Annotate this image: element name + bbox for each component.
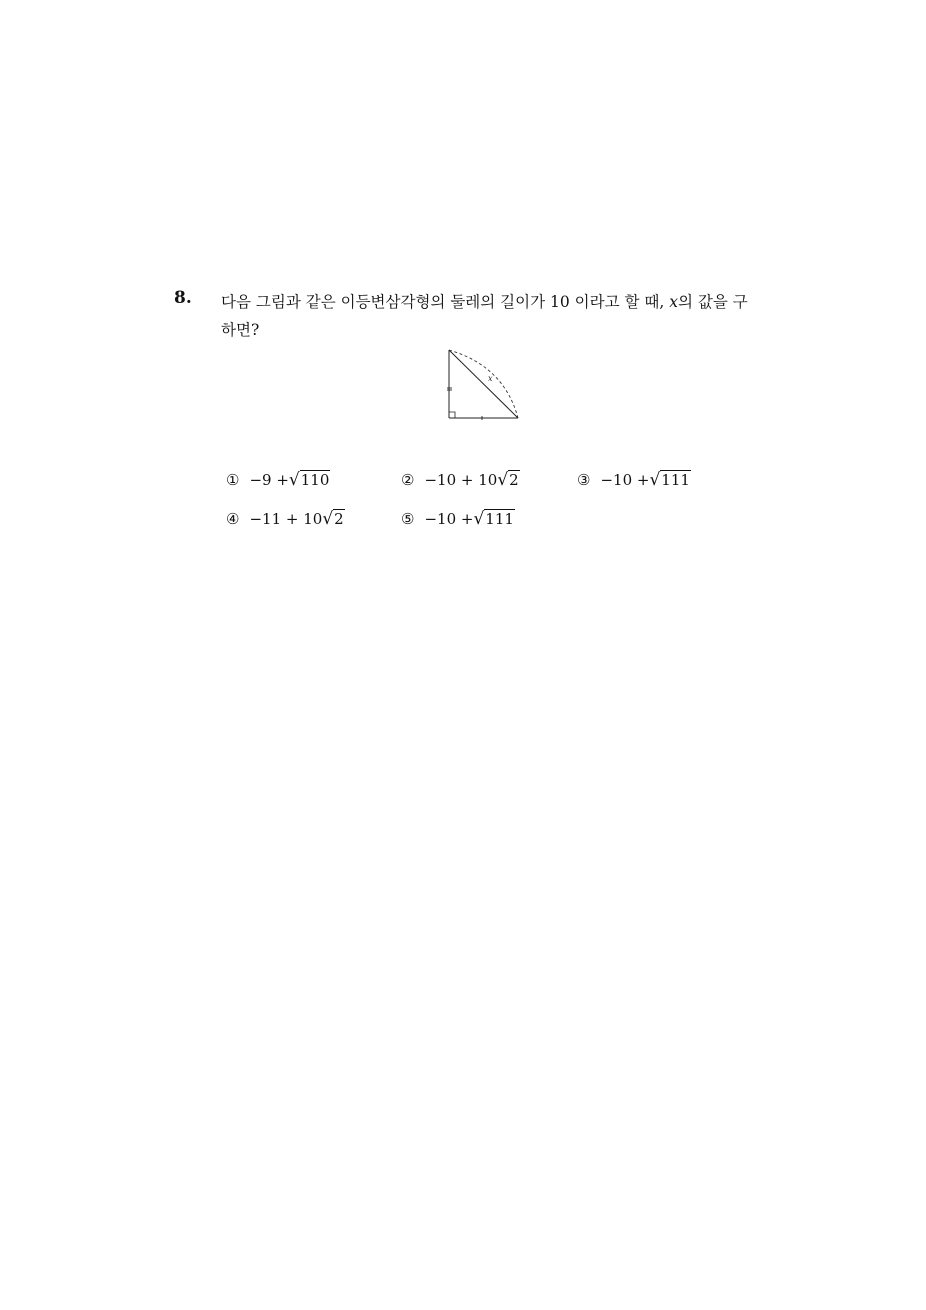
choice-5-sqrt xyxy=(473,509,514,529)
choice-3[interactable] xyxy=(577,470,691,490)
choice-5-mark: ⑤ xyxy=(401,510,415,528)
choice-1-prefix: −9 + xyxy=(249,471,289,489)
choice-5-radicand: 111 xyxy=(485,510,514,528)
isosceles-triangle-figure xyxy=(444,346,524,422)
radical-sign: √ xyxy=(322,509,334,529)
choice-5-prefix: −10 + xyxy=(424,510,474,528)
question-text-part2: 의 값을 구하면? xyxy=(221,293,748,339)
choice-2-prefix: −10 + 10 xyxy=(424,471,498,489)
choice-3-sqrt xyxy=(649,470,690,490)
choice-4-radicand: 2 xyxy=(334,510,344,528)
radical-sign: √ xyxy=(288,470,300,490)
choice-5[interactable] xyxy=(401,509,515,529)
choice-2[interactable] xyxy=(401,470,520,490)
question-number: 8. xyxy=(174,288,192,308)
choice-2-sqrt xyxy=(497,470,519,490)
choice-1-mark: ① xyxy=(226,471,240,489)
choice-4[interactable] xyxy=(226,509,345,529)
radical-sign: √ xyxy=(497,470,509,490)
radical-sign: √ xyxy=(649,470,661,490)
triangle-hypotenuse xyxy=(449,350,518,418)
figure-label-x: x xyxy=(488,374,493,383)
choice-2-radicand: 2 xyxy=(509,471,519,489)
choice-2-mark: ② xyxy=(401,471,415,489)
choice-1-radicand: 110 xyxy=(300,471,330,489)
choice-4-sqrt xyxy=(322,509,344,529)
choice-3-radicand: 111 xyxy=(661,471,690,489)
question-text xyxy=(221,288,761,344)
question-text-part1: 다음 그림과 같은 이등변삼각형의 둘레의 길이가 10 이라고 할 때, xyxy=(221,293,670,311)
radical-sign: √ xyxy=(473,509,485,529)
choice-1[interactable] xyxy=(226,470,330,490)
choice-4-mark: ④ xyxy=(226,510,240,528)
question-variable: x xyxy=(669,293,678,311)
right-angle-mark xyxy=(449,412,455,418)
choice-1-sqrt xyxy=(289,470,330,490)
choice-3-prefix: −10 + xyxy=(600,471,650,489)
choice-4-prefix: −11 + 10 xyxy=(249,510,323,528)
choice-3-mark: ③ xyxy=(577,471,591,489)
